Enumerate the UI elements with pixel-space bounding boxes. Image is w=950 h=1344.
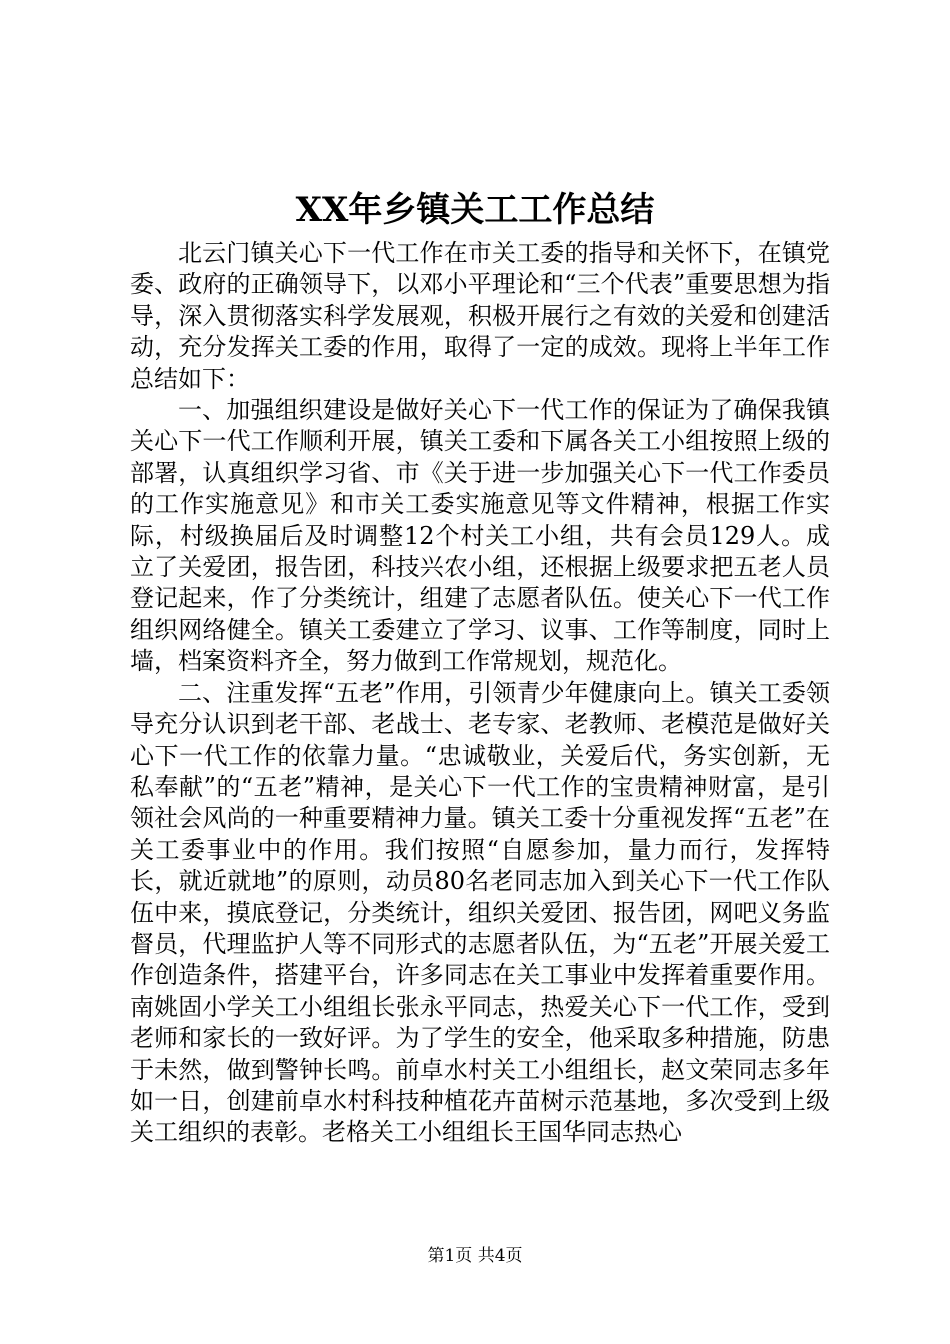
paragraph-section-2: 二、注重发挥“五老”作用，引领青少年健康向上。镇关工委领导充分认识到老干部、老战士、老专家、老教师、老模范是做好关心下一代工作的依靠力量。“忠诚敬业，关爱后代，务实创新，无私奉献”的“五老”精神，是关心下一代工作的宝贵精神财富，是引领社会风尚的一种重要精神力量。镇关工委十分重视发挥“五老”在关工委事业中的作用。我们按照“自愿参加，量力而行，发挥特长，就近就地”的原则，动员80名老同志加入到关心下一代工作队伍中来，摸底登记，分类统计，组织关爱团、报告团，网吧义务监督员，代理监护人等不同形式的志愿者队伍，为“五老”开展关爱工作创造条件，搭建平台，许多同志在关工事业中发挥着重要作用。南姚固小学关工小组组长张永平同志，热爱关心下一代工作，受到老师和家长的一致好评。为了学生的安全，他采取多种措施，防患于未然，做到警钟长鸣。前卓水村关工小组组长，赵文荣同志多年如一日，创建前卓水村科技种植花卉苗树示范基地，多次受到上级关工组织的表彰。老格关工小组组长王国华同志热心	[130, 678, 830, 1147]
document-title: XX年乡镇关工工作总结	[295, 190, 655, 230]
page-number-footer: 第1页 共4页	[427, 1246, 523, 1266]
paragraph-section-1: 一、加强组织建设是做好关心下一代工作的保证为了确保我镇关心下一代工作顺利开展，镇关工委和下属各关工小组按照上级的部署，认真组织学习省、市《关于进一步加强关心下一代工作委员的工作实施意见》和市关工委实施意见等文件精神，根据工作实际，村级换届后及时调整12个村关工小组，共有会员129人。成立了关爱团，报告团，科技兴农小组，还根据上级要求把五老人员登记起来，作了分类统计，组建了志愿者队伍。使关心下一代工作组织网络健全。镇关工委建立了学习、议事、工作等制度，同时上墙，档案资料齐全，努力做到工作常规划，规范化。	[130, 396, 830, 676]
document-body	[130, 238, 830, 1149]
paragraph-intro: 北云门镇关心下一代工作在市关工委的指导和关怀下，在镇党委、政府的正确领导下，以邓小平理论和“三个代表”重要思想为指导，深入贯彻落实科学发展观，积极开展行之有效的关爱和创建活动，充分发挥关工委的作用，取得了一定的成效。现将上半年工作总结如下：	[130, 239, 830, 393]
